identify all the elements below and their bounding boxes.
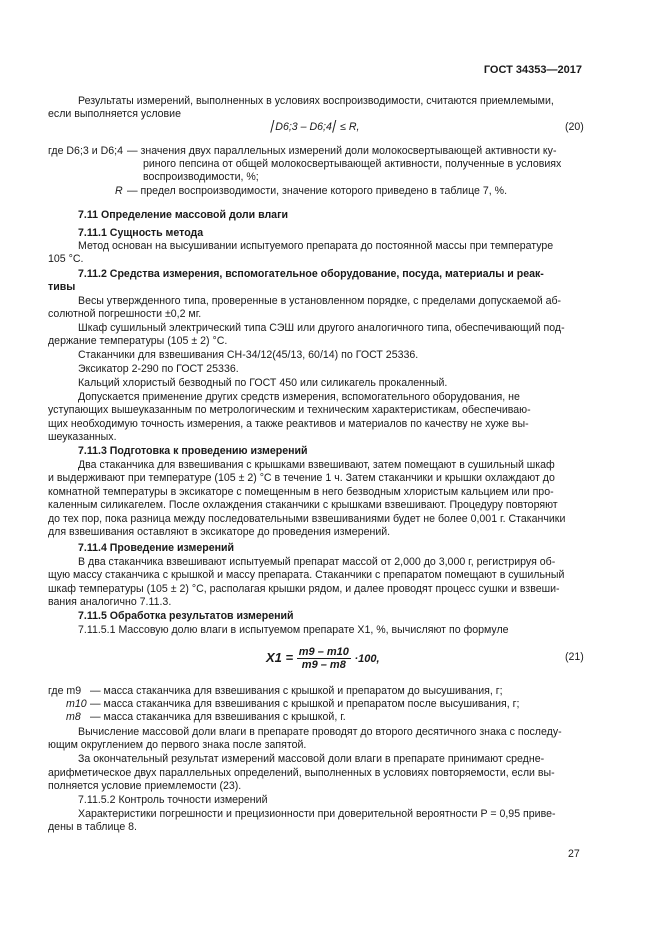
paragraph-line: ющим округлением до первого знака после запятой. <box>48 739 307 751</box>
section-heading: 7.11 Определение массовой доли влаги <box>78 209 289 221</box>
paragraph-line: щую массу стаканчика с крышкой и массу препарата. Стаканчики с препаратом помещают в сушильный <box>48 569 565 581</box>
formula-21 <box>266 646 380 671</box>
paragraph-line: В два стаканчика взвешивают испытуемый препарат массой от 2,000 до 3,000 г, регистрируя об- <box>78 556 556 568</box>
paragraph-line: до тех пор, пока разница между последовательными взвешиваниями будет не более 0,001 г. Стаканчики <box>48 513 566 525</box>
definition-term: где D6;3 и D6;4 <box>48 145 123 157</box>
paragraph-line: и выдерживают при температуре (105 ± 2) °С в течение 1 ч. Затем стаканчики и крышки охлаждают до <box>48 472 555 484</box>
paragraph-line: щих необходимую точность измерения, а также реактивов и материалов по качеству не хуже вы- <box>48 418 529 430</box>
subsection-heading: 7.11.2 Средства измерения, вспомогательное оборудование, посуда, материалы и реак- <box>78 268 544 280</box>
paragraph-line: комнатной температуры в эксикаторе с помещенным в него безводным хлористым кальцием или про- <box>48 486 554 498</box>
paragraph-line: Шкаф сушильный электрический типа СЭШ или другого аналогичного типа, обеспечивающий под- <box>78 322 565 334</box>
formula-numerator: m9 – m10 <box>298 646 349 658</box>
paragraph-line: шеуказанных. <box>48 431 117 443</box>
paragraph-line: Вычисление массовой доли влаги в препарате проводят до второго десятичного знака с последу- <box>78 726 562 738</box>
paragraph-line: 105 °С. <box>48 253 84 265</box>
paragraph-line: Эксикатор 2-290 по ГОСТ 25336. <box>78 363 239 375</box>
paragraph-line: каленным силикагелем. После охлаждения стаканчики с крышками взвешивают. Процедуру повторяют <box>48 499 558 511</box>
paragraph-line: для взвешивания оставляют в эксикаторе до проведения измерений. <box>48 526 391 538</box>
paragraph-line: держание температуры (105 ± 2) °С. <box>48 335 228 347</box>
definition-text: — масса стаканчика для взвешивания с крышкой и препаратом после высушивания, г; <box>90 698 520 710</box>
paragraph-line: вания аналогично 7.11.3. <box>48 596 172 608</box>
formula-fraction <box>297 646 351 671</box>
definition-term: R <box>115 185 123 197</box>
formula-lhs: X1 = <box>266 649 294 665</box>
paragraph-line: Стаканчики для взвешивания СН-34/12(45/13, 60/14) по ГОСТ 25336. <box>78 349 419 361</box>
definition-term: m10 <box>66 698 87 710</box>
subsection-heading: тивы <box>48 281 76 293</box>
formula-tail: ·100, <box>354 652 380 665</box>
paragraph-line: арифметическое двух параллельных определений, выполненных в условиях повторяемости, если вы- <box>48 767 555 779</box>
definition-text: воспроизводимости, %; <box>143 171 259 183</box>
paragraph-line: Весы утвержденного типа, проверенные в установленном порядке, с пределами допускаемой аб- <box>78 295 562 307</box>
paragraph-line: шкаф температуры (105 ± 2) °С, располагая крышки рядом, и далее проводят процесс сушки и взвеши- <box>48 583 560 595</box>
subsection-heading: 7.11.4 Проведение измерений <box>78 542 235 554</box>
subsection-heading: 7.11.1 Сущность метода <box>78 227 204 239</box>
page-number: 27 <box>568 848 580 860</box>
paragraph-line: За окончательный результат измерений массовой доли влаги в препарате принимают средне- <box>78 753 545 765</box>
paragraph-line: Два стаканчика для взвешивания с крышками взвешивают, затем помещают в сушильный шкаф <box>78 459 555 471</box>
subsection-heading: 7.11.3 Подготовка к проведению измерений <box>78 445 308 457</box>
subsection-heading: 7.11.5 Обработка результатов измерений <box>78 610 294 622</box>
equation-number: (20) <box>565 121 584 133</box>
paragraph-line: уступающих вышеуказанным по метрологическим и техническим характеристикам, обеспечиваю- <box>48 404 531 416</box>
paragraph-line: солютной погрешности ±0,2 мг. <box>48 308 202 320</box>
definition-text: — масса стаканчика для взвешивания с крышкой и препаратом до высушивания, г; <box>90 685 503 697</box>
paragraph-line: 7.11.5.1 Массовую долю влаги в испытуемом препарате X1, %, вычисляют по формуле <box>78 624 509 636</box>
definition-text: — значения двух параллельных измерений доли молокосвертывающей активности ку- <box>127 145 557 157</box>
paragraph-line: если выполняется условие <box>48 108 181 120</box>
definition-text: — предел воспроизводимости, значение которого приведено в таблице 7, %. <box>127 185 508 197</box>
formula-20: ⎜D6;3 – D6;4⎜ ≤ R, <box>270 121 360 133</box>
definition-text: — масса стаканчика для взвешивания с крышкой, г. <box>90 711 346 723</box>
paragraph-line: Характеристики погрешности и прецизионности при доверительной вероятности P = 0,95 приве- <box>78 808 556 820</box>
definition-text: риного пепсина от общей молокосвертывающей активности, полученные в условиях <box>143 158 562 170</box>
paragraph-line: Кальций хлористый безводный по ГОСТ 450 или силикагель прокаленный. <box>78 377 448 389</box>
subsection-heading: 7.11.5.2 Контроль точности измерений <box>78 794 268 806</box>
paragraph-line: полняется условие приемлемости (23). <box>48 780 242 792</box>
paragraph-line: дены в таблице 8. <box>48 821 137 833</box>
document-header: ГОСТ 34353—2017 <box>483 64 582 76</box>
formula-denominator: m9 – m8 <box>301 659 346 671</box>
paragraph-line: Результаты измерений, выполненных в условиях воспроизводимости, считаются приемлемыми, <box>78 95 554 107</box>
definition-term: m8 <box>66 711 81 723</box>
paragraph-line: Метод основан на высушивании испытуемого препарата до постоянной массы при температуре <box>78 240 554 252</box>
equation-number: (21) <box>565 651 584 663</box>
paragraph-line: Допускается применение других средств измерения, вспомогательного оборудования, не <box>78 391 520 403</box>
definition-term: где m9 <box>48 685 82 697</box>
